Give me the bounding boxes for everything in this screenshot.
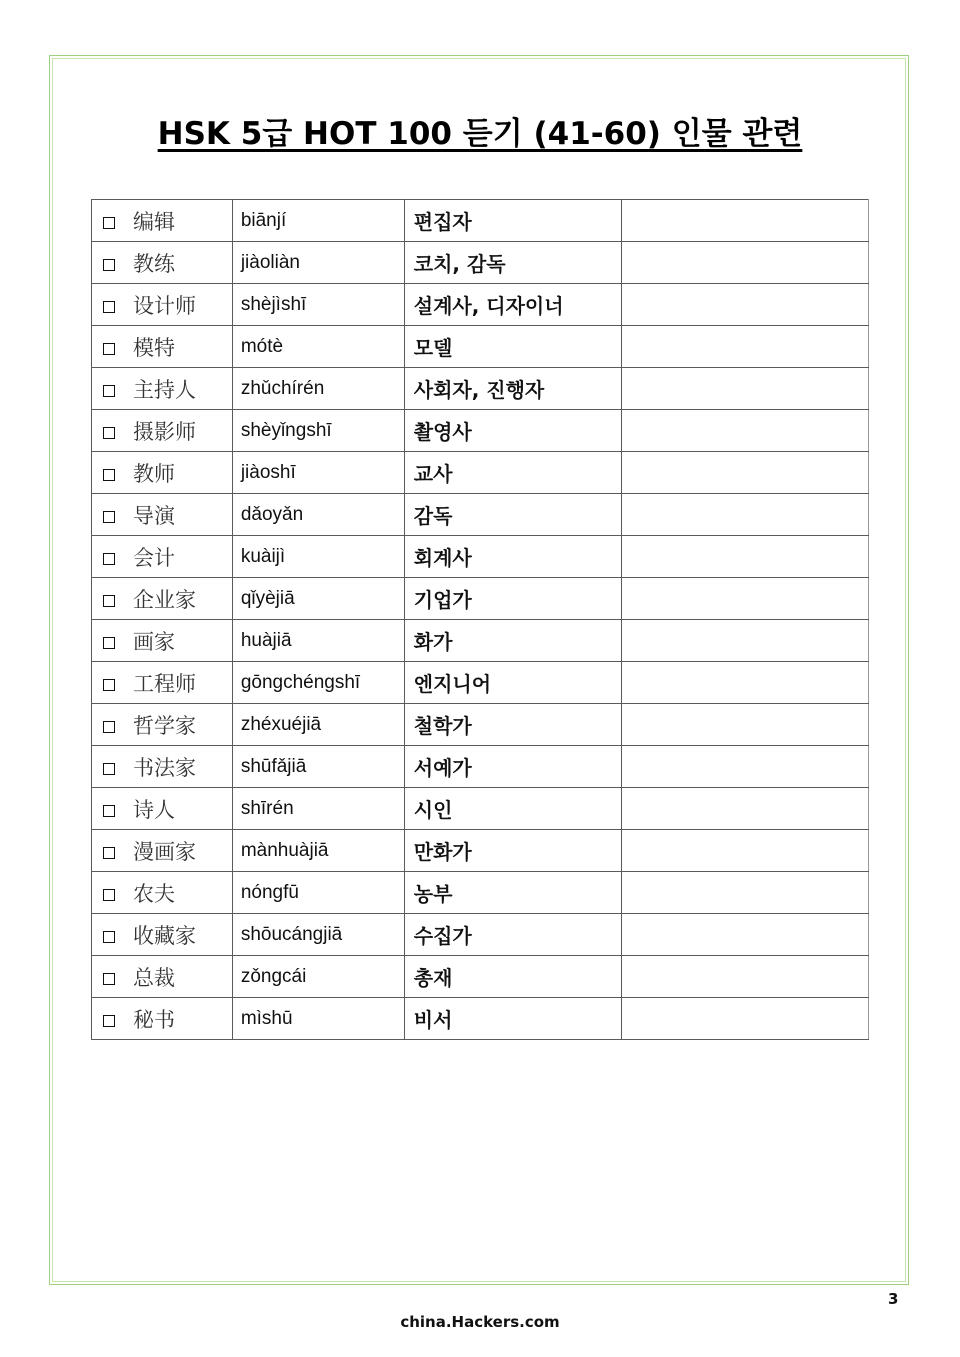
table-row xyxy=(92,284,869,326)
note-cell[interactable] xyxy=(622,620,869,662)
pinyin-cell xyxy=(232,998,404,1040)
checkbox-icon[interactable] xyxy=(103,973,115,985)
pinyin-text: shōucángjiā xyxy=(240,923,343,945)
hanzi-cell xyxy=(92,620,233,662)
note-cell[interactable] xyxy=(622,914,869,956)
korean-text: 감독 xyxy=(413,504,453,528)
checkbox-icon[interactable] xyxy=(103,511,115,523)
hanzi-text: 画家 xyxy=(133,629,175,654)
hanzi-cell xyxy=(92,578,233,620)
hanzi-text: 企业家 xyxy=(133,587,196,612)
korean-cell xyxy=(404,704,622,746)
hanzi-cell xyxy=(92,956,233,998)
pinyin-cell xyxy=(232,830,404,872)
hanzi-text: 秘书 xyxy=(133,1007,175,1032)
korean-text: 편집자 xyxy=(413,210,472,234)
pinyin-cell xyxy=(232,620,404,662)
pinyin-text: shīrén xyxy=(240,797,294,819)
korean-text: 비서 xyxy=(413,1008,453,1032)
hanzi-text: 教师 xyxy=(133,461,175,486)
hanzi-text: 书法家 xyxy=(133,755,196,780)
pinyin-cell xyxy=(232,746,404,788)
hanzi-text: 工程师 xyxy=(133,671,196,696)
pinyin-text: shūfǎjiā xyxy=(240,755,307,777)
note-cell[interactable] xyxy=(622,452,869,494)
korean-cell xyxy=(404,830,622,872)
title-text: HSK 5급 HOT 100 듣기 (41-60) 인물 관련 xyxy=(157,116,803,152)
checkbox-icon[interactable] xyxy=(103,931,115,943)
table-row xyxy=(92,914,869,956)
pinyin-text: zǒngcái xyxy=(240,965,307,987)
hanzi-cell xyxy=(92,872,233,914)
note-cell[interactable] xyxy=(622,284,869,326)
pinyin-text: shèyǐngshī xyxy=(240,419,332,441)
korean-text: 시인 xyxy=(413,798,453,822)
note-cell[interactable] xyxy=(622,998,869,1040)
pinyin-cell xyxy=(232,536,404,578)
hanzi-text: 会计 xyxy=(133,545,175,570)
korean-text: 농부 xyxy=(413,882,453,906)
page-number: 3 xyxy=(888,1290,899,1308)
note-cell[interactable] xyxy=(622,536,869,578)
korean-cell xyxy=(404,368,622,410)
note-cell[interactable] xyxy=(622,326,869,368)
korean-cell xyxy=(404,872,622,914)
korean-cell xyxy=(404,200,622,242)
pinyin-cell xyxy=(232,410,404,452)
pinyin-text: kuàijì xyxy=(240,545,286,567)
korean-cell xyxy=(404,452,622,494)
hanzi-text: 教练 xyxy=(133,251,175,276)
korean-cell xyxy=(404,788,622,830)
pinyin-cell xyxy=(232,914,404,956)
pinyin-cell xyxy=(232,452,404,494)
hanzi-text: 哲学家 xyxy=(133,713,196,738)
table-row xyxy=(92,452,869,494)
note-cell[interactable] xyxy=(622,830,869,872)
checkbox-icon[interactable] xyxy=(103,385,115,397)
pinyin-cell xyxy=(232,242,404,284)
hanzi-cell xyxy=(92,830,233,872)
vocab-table xyxy=(91,199,869,1040)
table-row xyxy=(92,368,869,410)
hanzi-cell xyxy=(92,200,233,242)
korean-text: 설계사, 디자이너 xyxy=(413,294,564,318)
hanzi-cell xyxy=(92,326,233,368)
hanzi-text: 设计师 xyxy=(133,293,196,318)
korean-cell xyxy=(404,326,622,368)
hanzi-cell xyxy=(92,452,233,494)
korean-text: 모델 xyxy=(413,336,453,360)
hanzi-cell xyxy=(92,998,233,1040)
checkbox-icon[interactable] xyxy=(103,679,115,691)
checkbox-icon[interactable] xyxy=(103,217,115,229)
pinyin-cell xyxy=(232,200,404,242)
korean-text: 철학가 xyxy=(413,714,472,738)
pinyin-text: gōngchéngshī xyxy=(240,671,361,693)
table-row xyxy=(92,872,869,914)
hanzi-cell xyxy=(92,368,233,410)
checkbox-icon[interactable] xyxy=(103,721,115,733)
note-cell[interactable] xyxy=(622,578,869,620)
note-cell[interactable] xyxy=(622,956,869,998)
korean-cell xyxy=(404,578,622,620)
korean-cell xyxy=(404,410,622,452)
korean-cell xyxy=(404,998,622,1040)
note-cell[interactable] xyxy=(622,788,869,830)
hanzi-cell xyxy=(92,284,233,326)
korean-text: 수집가 xyxy=(413,924,472,948)
pinyin-text: mótè xyxy=(240,335,284,357)
note-cell[interactable] xyxy=(622,242,869,284)
pinyin-cell xyxy=(232,368,404,410)
page-title xyxy=(0,108,960,153)
pinyin-text: zhǔchírén xyxy=(240,377,325,399)
korean-cell xyxy=(404,284,622,326)
korean-text: 촬영사 xyxy=(413,420,472,444)
korean-text: 엔지니어 xyxy=(413,672,492,696)
korean-text: 만화가 xyxy=(413,840,472,864)
pinyin-cell xyxy=(232,326,404,368)
pinyin-cell xyxy=(232,578,404,620)
note-cell[interactable] xyxy=(622,368,869,410)
korean-cell xyxy=(404,536,622,578)
table-row xyxy=(92,704,869,746)
korean-cell xyxy=(404,662,622,704)
pinyin-cell xyxy=(232,788,404,830)
checkbox-icon[interactable] xyxy=(103,889,115,901)
pinyin-text: zhéxuéjiā xyxy=(240,713,322,735)
hanzi-cell xyxy=(92,746,233,788)
pinyin-text: huàjiā xyxy=(240,629,292,651)
pinyin-text: jiàoliàn xyxy=(240,251,300,273)
pinyin-cell xyxy=(232,872,404,914)
hanzi-text: 农夫 xyxy=(133,881,175,906)
checkbox-icon[interactable] xyxy=(103,469,115,481)
pinyin-text: mìshū xyxy=(240,1007,293,1029)
korean-text: 사회자, 진행자 xyxy=(413,378,545,402)
note-cell[interactable] xyxy=(622,494,869,536)
pinyin-text: dǎoyǎn xyxy=(240,503,304,525)
note-cell[interactable] xyxy=(622,410,869,452)
checkbox-icon[interactable] xyxy=(103,595,115,607)
table-row xyxy=(92,956,869,998)
hanzi-cell xyxy=(92,914,233,956)
pinyin-text: mànhuàjiā xyxy=(240,839,329,861)
korean-cell xyxy=(404,494,622,536)
footer-site: china.Hackers.com xyxy=(400,1313,560,1331)
table-row xyxy=(92,830,869,872)
korean-cell xyxy=(404,914,622,956)
korean-cell xyxy=(404,956,622,998)
hanzi-text: 收藏家 xyxy=(133,923,196,948)
korean-text: 화가 xyxy=(413,630,453,654)
table-row xyxy=(92,410,869,452)
pinyin-cell xyxy=(232,494,404,536)
hanzi-text: 编辑 xyxy=(133,209,175,234)
korean-text: 교사 xyxy=(413,462,453,486)
korean-cell xyxy=(404,242,622,284)
pinyin-text: shèjìshī xyxy=(240,293,307,315)
table-row xyxy=(92,998,869,1040)
table-row xyxy=(92,620,869,662)
checkbox-icon[interactable] xyxy=(103,1015,115,1027)
hanzi-text: 模特 xyxy=(133,335,175,360)
checkbox-icon[interactable] xyxy=(103,343,115,355)
korean-text: 회계사 xyxy=(413,546,472,570)
checkbox-icon[interactable] xyxy=(103,553,115,565)
table-row xyxy=(92,494,869,536)
hanzi-text: 摄影师 xyxy=(133,419,196,444)
hanzi-text: 漫画家 xyxy=(133,839,196,864)
pinyin-text: jiàoshī xyxy=(240,461,296,483)
pinyin-cell xyxy=(232,284,404,326)
note-cell[interactable] xyxy=(622,704,869,746)
checkbox-icon[interactable] xyxy=(103,259,115,271)
table-row xyxy=(92,746,869,788)
hanzi-cell xyxy=(92,410,233,452)
hanzi-cell xyxy=(92,704,233,746)
hanzi-text: 总裁 xyxy=(133,965,175,990)
pinyin-text: nóngfū xyxy=(240,881,299,903)
hanzi-cell xyxy=(92,536,233,578)
note-cell[interactable] xyxy=(622,200,869,242)
hanzi-cell xyxy=(92,242,233,284)
pinyin-cell xyxy=(232,956,404,998)
table-row xyxy=(92,536,869,578)
pinyin-text: biānjí xyxy=(240,209,287,231)
korean-cell xyxy=(404,746,622,788)
hanzi-cell xyxy=(92,788,233,830)
checkbox-icon[interactable] xyxy=(103,763,115,775)
checkbox-icon[interactable] xyxy=(103,805,115,817)
note-cell[interactable] xyxy=(622,872,869,914)
korean-text: 총재 xyxy=(413,966,453,990)
hanzi-cell xyxy=(92,494,233,536)
checkbox-icon[interactable] xyxy=(103,637,115,649)
korean-cell xyxy=(404,620,622,662)
table-row xyxy=(92,326,869,368)
korean-text: 기업가 xyxy=(413,588,472,612)
pinyin-cell xyxy=(232,704,404,746)
hanzi-text: 诗人 xyxy=(133,797,175,822)
table-row xyxy=(92,242,869,284)
korean-text: 코치, 감독 xyxy=(413,252,506,276)
checkbox-icon[interactable] xyxy=(103,301,115,313)
table-row xyxy=(92,788,869,830)
pinyin-cell xyxy=(232,662,404,704)
pinyin-text: qǐyèjiā xyxy=(240,587,295,609)
note-cell[interactable] xyxy=(622,662,869,704)
table-row xyxy=(92,200,869,242)
hanzi-text: 主持人 xyxy=(133,377,196,402)
hanzi-cell xyxy=(92,662,233,704)
hanzi-text: 导演 xyxy=(133,503,175,528)
note-cell[interactable] xyxy=(622,746,869,788)
table-row xyxy=(92,578,869,620)
korean-text: 서예가 xyxy=(413,756,472,780)
checkbox-icon[interactable] xyxy=(103,847,115,859)
checkbox-icon[interactable] xyxy=(103,427,115,439)
table-row xyxy=(92,662,869,704)
